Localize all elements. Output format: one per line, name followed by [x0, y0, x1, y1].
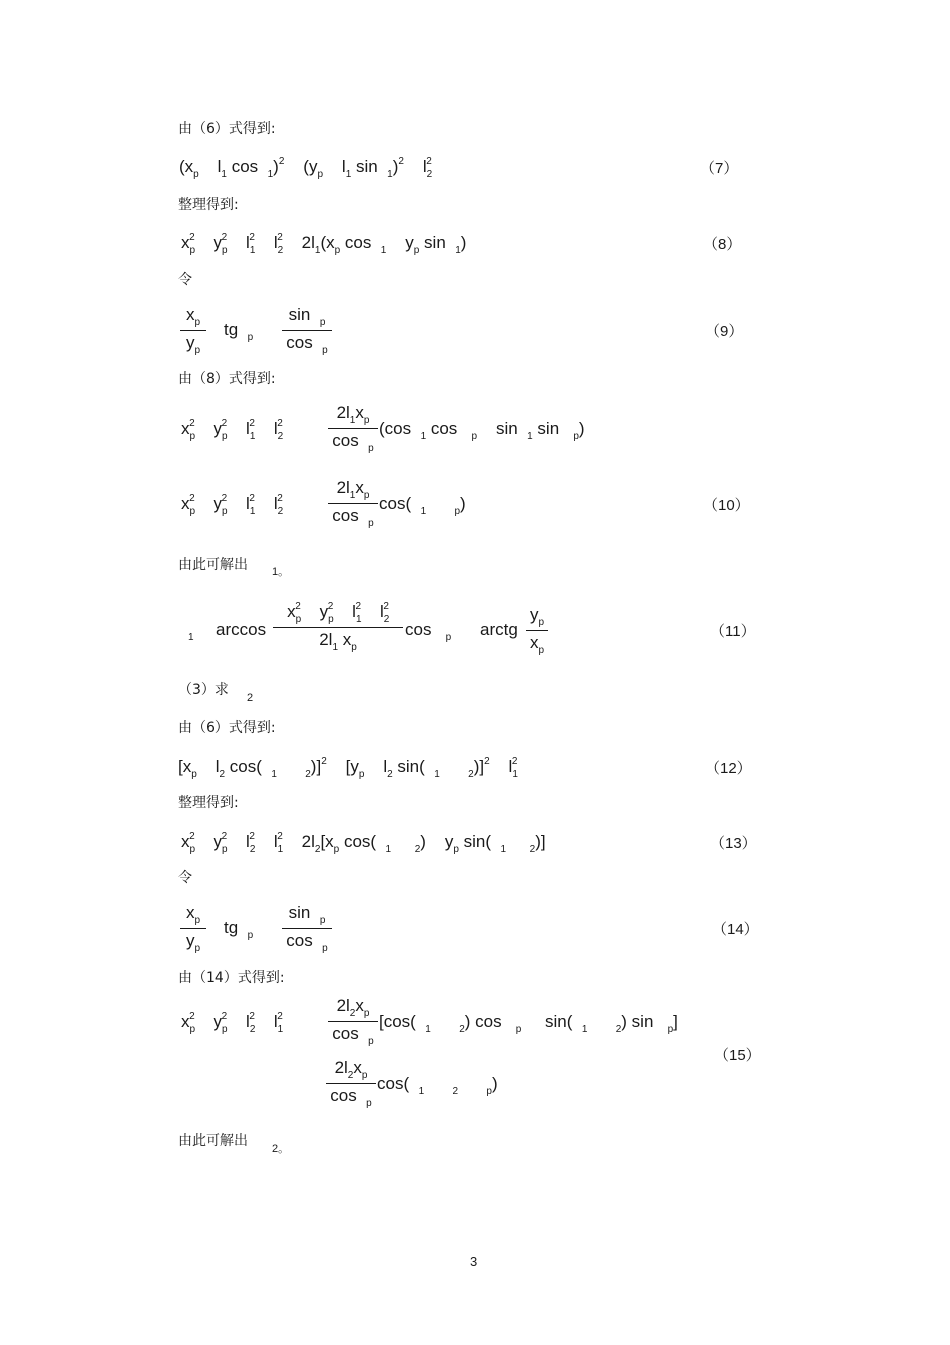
- section-step3: （3）求: [178, 682, 229, 698]
- equation-9-fraction-sin-over-cos: sin $_p$ cos $_p$: [282, 303, 332, 358]
- equation-13: $x_p^2$ $y_p^2$ $l_2^2$ $l_1^2$ $2l_2[x_p$ cos( $_1$ $_2$) $y_p$ sin( $_1$ $_2$)]: [181, 831, 546, 855]
- equation-number-7: （7）: [700, 160, 739, 177]
- equation-14-fraction-x-over-y: $x_p$ $y_p$: [180, 901, 206, 956]
- equation-8-expanded-right: (cos $_1$ cos $_p$ sin $_1$ sin $_p$): [379, 419, 585, 442]
- equation-11-cos: cos $_p$: [405, 620, 452, 643]
- equation-10-right: cos( $_1$ $_p$): [379, 494, 466, 517]
- equation-15-line2-right: cos( $_1$ $_2$ $_p$): [377, 1074, 498, 1097]
- section-step3-tail: 2: [247, 692, 254, 704]
- page-number: 3: [470, 1254, 478, 1269]
- equation-11-fraction-y-over-x: $y_p$ $x_p$: [526, 603, 548, 658]
- label-from-eq6-second: 由（6）式得到:: [178, 720, 276, 736]
- equation-number-9: （9）: [705, 323, 744, 340]
- equation-number-11: （11）: [710, 623, 756, 640]
- label-let: 令: [178, 272, 192, 288]
- label-solve-theta1: 由此可解出: [178, 557, 248, 573]
- equation-7: ($x_p$ $l_1$ cos $_1$)$^2$ ($y_p$ $l_1$ sin $_1$)$^2$ $l_2^2$: [179, 156, 433, 180]
- equation-number-8: （8）: [703, 236, 742, 253]
- label-simplify-second: 整理得到:: [178, 795, 239, 811]
- label-solve-theta2-tail: 2。: [272, 1143, 290, 1155]
- label-let-second: 令: [178, 870, 192, 886]
- equation-14-fraction-sin-over-cos: sin $_p$ cos $_p$: [282, 901, 332, 956]
- label-solve-theta1-tail: 1。: [272, 566, 290, 578]
- equation-14-tg: tg $_p$: [224, 918, 254, 941]
- equation-15-left: $x_p^2$ $y_p^2$ $l_2^2$ $l_1^2$: [181, 1011, 284, 1035]
- equation-15-line1-right: [cos( $_1$ $_2$) cos $_p$ sin( $_1$ $_2$) sin $_p$]: [379, 1012, 678, 1035]
- equation-11-arctg: arctg: [480, 620, 518, 639]
- label-from-eq14: 由（14）式得到:: [178, 970, 285, 986]
- equation-number-14: （14）: [712, 921, 759, 938]
- equation-10-fraction: $2l_1x_p$ cos $_p$: [328, 476, 378, 531]
- equation-11-arccos: arccos: [216, 620, 267, 639]
- label-from-eq8: 由（8）式得到:: [178, 371, 276, 387]
- equation-number-15: （15）: [714, 1047, 761, 1064]
- equation-8: $x_p^2$ $y_p^2$ $l_1^2$ $l_2^2$ $2l_1(x_p$ cos $_1$ $y_p$ sin $_1$): [181, 232, 467, 256]
- equation-11-lhs: 1: [188, 632, 194, 643]
- label-from-eq6: 由（6）式得到:: [178, 121, 276, 137]
- label-solve-theta2: 由此可解出: [178, 1133, 248, 1149]
- equation-9-tg: tg $_p$: [224, 320, 254, 343]
- equation-8-expanded-left: $x_p^2$ $y_p^2$ $l_1^2$ $l_2^2$: [181, 418, 284, 442]
- equation-15-fraction-2: $2l_2x_p$ cos $_p$: [326, 1056, 376, 1111]
- equation-11-fraction: $x_p^2$ $y_p^2$ $l_1^2$ $l_2^2$ $2l_1$ $x_p$: [273, 600, 403, 655]
- equation-9-fraction-x-over-y: $x_p$ $y_p$: [180, 303, 206, 358]
- equation-10-left: $x_p^2$ $y_p^2$ $l_1^2$ $l_2^2$: [181, 493, 284, 517]
- equation-number-12: （12）: [705, 760, 752, 777]
- equation-12: [$x_p$ $l_2$ cos( $_1$ $_2$)]$^2$ [$y_p$ $l_2$ sin( $_1$ $_2$)]$^2$ $l_1^2$: [178, 756, 518, 780]
- label-simplify: 整理得到:: [178, 197, 239, 213]
- equation-15-fraction-1: $2l_2x_p$ cos $_p$: [328, 994, 378, 1049]
- equation-8-expanded-fraction: $2l_1x_p$ cos $_p$: [328, 401, 378, 456]
- equation-number-10: （10）: [703, 497, 750, 514]
- equation-number-13: （13）: [710, 835, 757, 852]
